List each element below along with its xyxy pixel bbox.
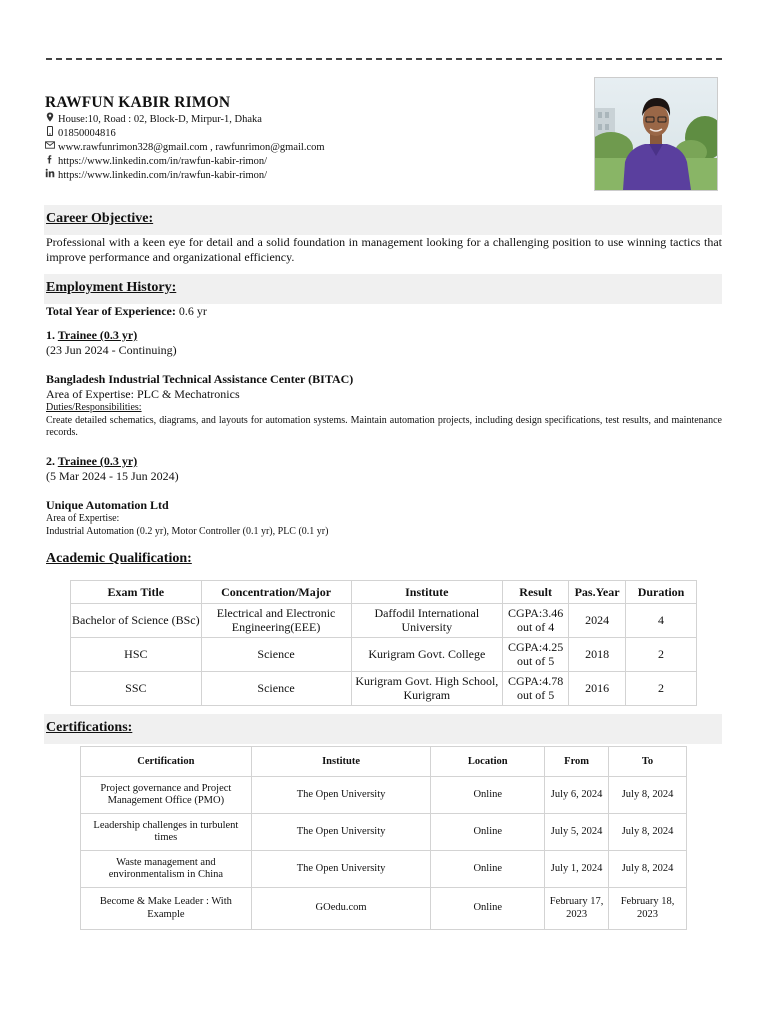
table-row [81, 851, 687, 888]
facebook-row [45, 154, 325, 168]
result-cell: CGPA:3.46 out of 4 [503, 604, 569, 638]
certification-cell: Leadership challenges in turbulent times [81, 814, 252, 851]
phone-text: 01850004816 [58, 127, 116, 139]
total-experience-value: 0.6 yr [175, 304, 207, 318]
envelope-icon [45, 140, 55, 154]
cert-col-from: From [545, 747, 609, 777]
email-row [45, 140, 325, 154]
location-pin-icon [45, 112, 55, 126]
location-cell: Online [431, 888, 545, 930]
table-row [71, 604, 697, 638]
institute-cell: Daffodil International University [351, 604, 503, 638]
academic-qualification-header [44, 545, 722, 575]
to-cell: July 8, 2024 [609, 777, 687, 814]
from-cell: July 5, 2024 [545, 814, 609, 851]
academic-col-institute: Institute [351, 581, 503, 604]
major-cell: Science [201, 672, 351, 706]
academic-col-duration: Duration [626, 581, 697, 604]
job-2 [46, 454, 722, 538]
job-1 [46, 328, 722, 440]
table-row [71, 638, 697, 672]
to-cell: February 18, 2023 [609, 888, 687, 930]
from-cell: July 1, 2024 [545, 851, 609, 888]
pass-year-cell: 2024 [569, 604, 626, 638]
cert-col-to: To [609, 747, 687, 777]
job-2-period: (5 Mar 2024 - 15 Jun 2024) [46, 469, 179, 483]
address-row [45, 112, 325, 126]
total-experience-label: Total Year of Experience: [46, 304, 176, 318]
location-cell: Online [431, 814, 545, 851]
from-cell: February 17, 2023 [545, 888, 609, 930]
job-2-number: 2. [46, 454, 58, 468]
facebook-link[interactable]: https://www.linkedin.com/in/rawfun-kabir-rimon/ [58, 155, 268, 167]
job-2-expertise-label: Area of Expertise: [46, 513, 120, 524]
result-cell: CGPA:4.78 out of 5 [503, 672, 569, 706]
job-1-title [46, 328, 722, 343]
duration-cell: 4 [626, 604, 697, 638]
pass-year-cell: 2018 [569, 638, 626, 672]
result-cell: CGPA:4.25 out of 5 [503, 638, 569, 672]
career-objective-text: Professional with a keen eye for detail and a solid foundation in management looking for a challenging position to use winning tactics that improve performance and organizational efficiency. [46, 235, 722, 264]
major-cell: Science [201, 638, 351, 672]
cert-col-institute: Institute [251, 747, 431, 777]
job-2-expertise: Industrial Automation (0.2 yr), Motor Controller (0.1 yr), PLC (0.1 yr) [46, 525, 329, 537]
mobile-phone-icon [45, 126, 55, 140]
profile-photo [594, 77, 718, 191]
table-row [81, 814, 687, 851]
linkedin-link[interactable]: https://www.linkedin.com/in/rawfun-kabir-rimon/ [58, 169, 268, 181]
job-1-expertise: Area of Expertise: PLC & Mechatronics [46, 387, 240, 401]
job-2-position: Trainee (0.3 yr) [57, 454, 138, 468]
job-1-number: 1. [46, 328, 58, 342]
address-text: House:10, Road : 02, Block-D, Mirpur-1, Dhaka [58, 113, 262, 125]
certification-cell: Project governance and Project Management Office (PMO) [81, 777, 252, 814]
table-row [81, 888, 687, 930]
institute-cell: Kurigram Govt. High School, Kurigram [351, 672, 503, 706]
academic-qualification-title: Academic Qualification: [46, 551, 192, 566]
from-cell: July 6, 2024 [545, 777, 609, 814]
contact-block [45, 112, 325, 182]
job-2-title [46, 454, 722, 469]
certifications-table [80, 746, 687, 930]
institute-cell: The Open University [251, 814, 431, 851]
total-experience [46, 304, 722, 319]
table-row [71, 672, 697, 706]
linkedin-icon [45, 168, 55, 182]
academic-col-result: Result [503, 581, 569, 604]
to-cell: July 8, 2024 [609, 851, 687, 888]
job-1-duties: Create detailed schematics, diagrams, and layouts for automation systems. Maintain automation projects, including design specifications, test results, and maintenance records. [46, 414, 722, 438]
pass-year-cell: 2016 [569, 672, 626, 706]
institute-cell: The Open University [251, 777, 431, 814]
job-1-company: Bangladesh Industrial Technical Assistance Center (BITAC) [46, 372, 354, 386]
certification-cell: Waste management and environmentalism in China [81, 851, 252, 888]
certifications-header [44, 714, 722, 744]
institute-cell: GOedu.com [251, 888, 431, 930]
table-row [81, 777, 687, 814]
employment-history-header [44, 274, 722, 304]
job-2-company: Unique Automation Ltd [46, 498, 169, 512]
major-cell: Electrical and Electronic Engineering(EEE) [201, 604, 351, 638]
duration-cell: 2 [626, 638, 697, 672]
to-cell: July 8, 2024 [609, 814, 687, 851]
job-1-duties-label: Duties/Responsibilities: [46, 402, 142, 413]
certifications-title: Certifications: [46, 720, 133, 735]
cert-col-certification: Certification [81, 747, 252, 777]
career-objective-header [44, 205, 722, 235]
certifications-header-row [81, 747, 687, 777]
institute-cell: The Open University [251, 851, 431, 888]
cert-col-location: Location [431, 747, 545, 777]
location-cell: Online [431, 851, 545, 888]
phone-row [45, 126, 325, 140]
candidate-name: RAWFUN KABIR RIMON [45, 94, 231, 111]
location-cell: Online [431, 777, 545, 814]
academic-col-pass-year: Pas.Year [569, 581, 626, 604]
exam-title-cell: HSC [71, 638, 202, 672]
email-link[interactable]: www.rawfunrimon328@gmail.com , rawfunrimon@gmail.com [58, 141, 325, 153]
academic-table [70, 580, 697, 706]
certification-cell: Become & Make Leader : With Example [81, 888, 252, 930]
job-1-period: (23 Jun 2024 - Continuing) [46, 343, 177, 357]
academic-col-exam-title: Exam Title [71, 581, 202, 604]
institute-cell: Kurigram Govt. College [351, 638, 503, 672]
job-1-position: Trainee (0.3 yr) [57, 328, 138, 342]
academic-col-major: Concentration/Major [201, 581, 351, 604]
exam-title-cell: Bachelor of Science (BSc) [71, 604, 202, 638]
top-dashed-divider [46, 58, 722, 60]
employment-history-title: Employment History: [46, 280, 177, 295]
duration-cell: 2 [626, 672, 697, 706]
linkedin-row [45, 168, 325, 182]
exam-title-cell: SSC [71, 672, 202, 706]
facebook-icon [45, 154, 55, 168]
academic-header-row [71, 581, 697, 604]
career-objective-title: Career Objective: [46, 211, 154, 226]
